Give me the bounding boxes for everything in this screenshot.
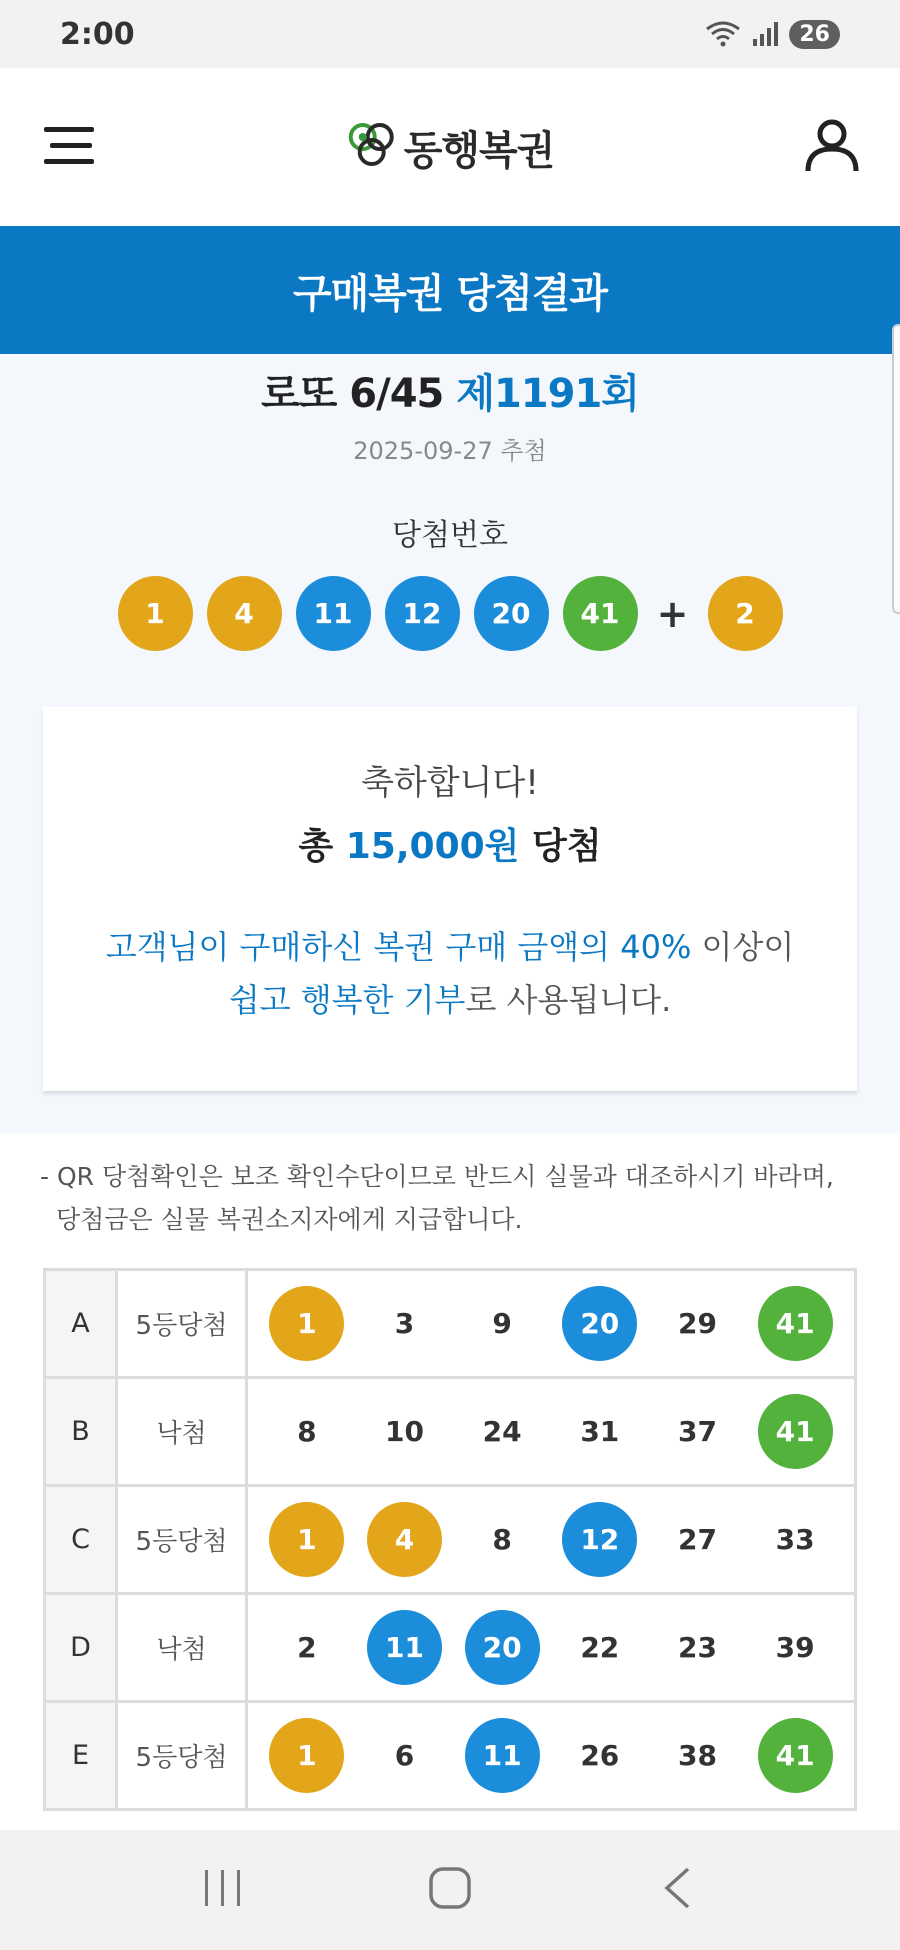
game-number: 39 [775,1631,815,1665]
winning-ball: 20 [474,576,549,651]
app-header [0,68,900,226]
matched-number-ball: 11 [367,1610,442,1685]
game-number: 3 [394,1307,415,1341]
matched-number-ball: 1 [269,1502,344,1577]
game-number: 33 [775,1523,815,1557]
matched-number-ball: 11 [465,1718,540,1793]
menu-button[interactable] [40,117,100,177]
scrollbar[interactable] [892,324,900,614]
bonus-ball: 2 [708,576,783,651]
donation-text-1: 이상이 [691,928,795,966]
winning-numbers [0,576,900,651]
game-number: 10 [385,1415,424,1449]
clover-logo-icon [346,121,398,173]
game-number: 6 [394,1739,415,1773]
game-result: 5등당첨 [117,1702,247,1810]
winning-ball: 41 [563,576,638,651]
matched-number-ball: 12 [562,1502,637,1577]
total-prize [63,818,837,869]
total-prefix: 총 [298,826,334,867]
matched-number-ball: 41 [758,1718,833,1793]
game-row [45,1594,856,1702]
games-table [43,1268,857,1811]
round-number: 제1191회 [456,371,639,417]
wifi-icon [705,20,741,48]
game-id: A [45,1270,117,1378]
draw-summary [0,354,900,1133]
game-row [45,1702,856,1810]
home-button[interactable] [410,1850,490,1930]
battery-indicator: 26 [789,20,840,49]
congrats-text: 축하합니다! [361,763,539,803]
matched-number-ball: 20 [562,1286,637,1361]
game-name: 로또 6/45 [261,371,444,417]
total-amount: 15,000원 [345,826,520,867]
matched-number-ball: 1 [269,1718,344,1793]
matched-number-ball: 41 [758,1286,833,1361]
game-number: 31 [580,1415,620,1449]
my-page-button[interactable] [802,117,862,177]
hamburger-icon [44,125,96,169]
game-number: 23 [677,1631,717,1665]
notice-text: - QR 당첨확인은 보조 확인수단이므로 반드시 실물과 대조하시기 바라며, 당첨금은 실물 복권소지자에게 지급합니다. [40,1161,834,1235]
bonus-plus-sign: + [656,591,689,636]
game-row [45,1378,856,1486]
status-time: 2:00 [60,16,135,52]
game-number: 29 [677,1307,717,1341]
logo[interactable] [346,119,555,176]
system-nav-bar [0,1830,900,1950]
matched-number-ball: 1 [269,1286,344,1361]
matched-number-ball: 4 [367,1502,442,1577]
game-row [45,1486,856,1594]
game-numbers [247,1378,856,1486]
status-icons [705,20,840,49]
matched-number-ball: 41 [758,1394,833,1469]
signal-icon [751,21,779,47]
page-title: 구매복권 당첨결과 [292,270,608,317]
game-number: 27 [677,1523,717,1557]
back-button[interactable] [637,1850,717,1930]
game-id: B [45,1378,117,1486]
matched-number-ball: 20 [465,1610,540,1685]
game-result: 낙첨 [117,1378,247,1486]
winning-numbers-label: 당첨번호 [392,518,508,553]
game-numbers [247,1702,856,1810]
prize-box [43,707,857,1091]
game-numbers [247,1486,856,1594]
game-number: 38 [677,1739,717,1773]
game-number: 9 [492,1307,512,1341]
game-number: 8 [492,1523,512,1557]
game-row [45,1270,856,1378]
qr-notice [0,1133,900,1243]
game-id: C [45,1486,117,1594]
game-number: 37 [677,1415,717,1449]
game-number: 24 [482,1415,522,1449]
donation-highlight-2: 쉽고 행복한 기부 [228,980,466,1019]
game-number: 2 [297,1631,317,1665]
game-id: E [45,1702,117,1810]
back-icon [662,1866,692,1914]
game-numbers [247,1594,856,1702]
game-id: D [45,1594,117,1702]
game-number: 22 [580,1631,620,1665]
user-icon [804,117,860,177]
game-numbers [247,1270,856,1378]
status-bar [0,0,900,68]
home-icon [428,1866,472,1914]
winning-ball: 1 [118,576,193,651]
donation-text-2: 로 사용됩니다. [465,980,672,1019]
donation-highlight-1: 고객님이 구매하신 복권 구매 금액의 40% [105,928,692,966]
game-result: 낙첨 [117,1594,247,1702]
winning-ball: 12 [385,576,460,651]
winning-ball: 11 [296,576,371,651]
logo-text: 동행복권 [403,127,555,174]
game-result: 5등당첨 [117,1486,247,1594]
total-suffix: 당첨 [532,826,602,867]
recent-apps-icon [201,1868,245,1912]
game-result: 5등당첨 [117,1270,247,1378]
round-title [0,362,900,419]
donation-message [63,921,837,1027]
recent-apps-button[interactable] [183,1850,263,1930]
winning-ball: 4 [207,576,282,651]
title-banner [0,226,900,354]
game-number: 8 [297,1415,317,1449]
game-number: 26 [580,1739,620,1773]
draw-date: 2025-09-27 추첨 [353,437,547,465]
